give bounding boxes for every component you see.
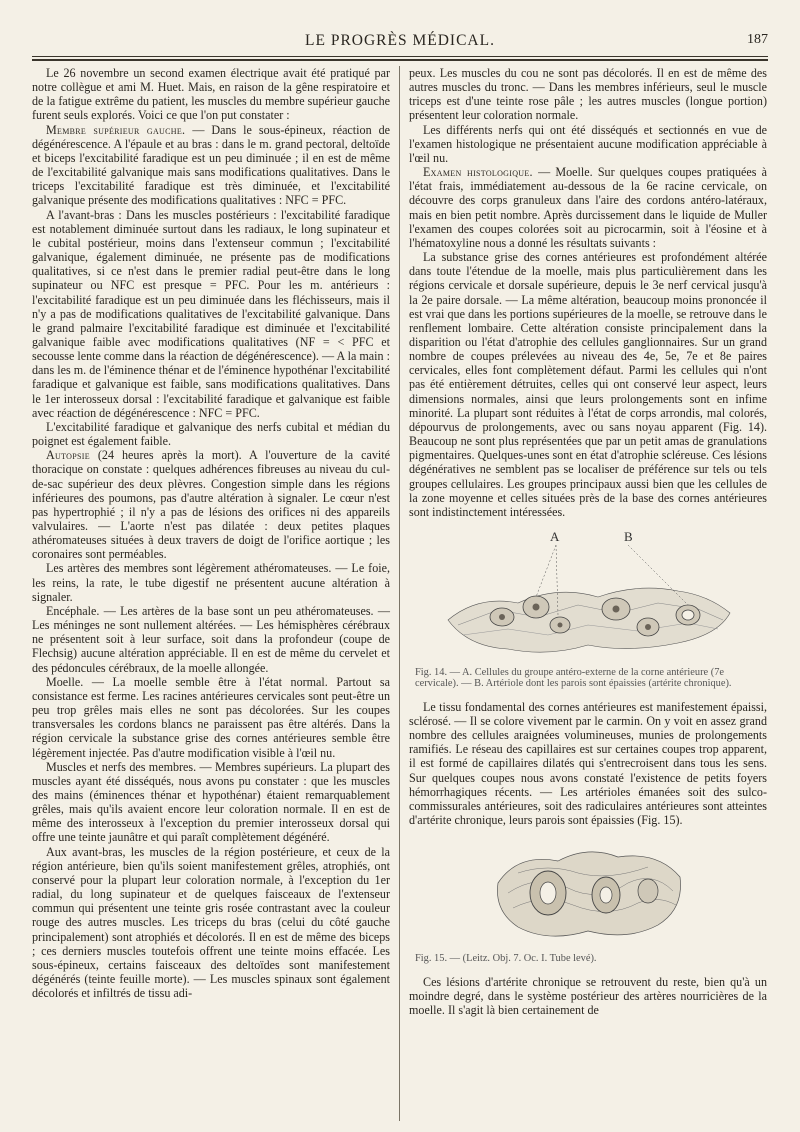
paragraph-text: (24 heures après la mort). A l'ouverture de la cavité thoracique on constate : quelques adhérences fibreuses au niveau du cul-de-sac supérieur des deux plèvres. Congestion simple dans les régions inférieures des poumons, pas d'autre altération à signaler. Le cœur n'est pas hypertrophié ; il n'y a pas de lésions des orifices ni des appareils valvulaires. — L'aorte n'est pas dilatée : deux petites plaques athéromateuses situées à deux travers de doigt de l'orifice aortique ; les coronaires sont perméables.: [32, 448, 390, 562]
paragraph-text: — Moelle. Sur quelques coupes pratiquées à l'état frais, immédiatement au-dessous de la 6e racine cervicale, on découvre des corps granuleux dans l'aire des cordons antéro-latéraux, mais en bien petit nombre. Après durcissement dans le liquide de Muller l'examen des coupes colorées soit au picrocarmin, soit à l'éosine et à l'hématoxyline nous a donné les résultats suivants :: [409, 165, 767, 250]
figure-label-a: A: [550, 529, 560, 544]
paragraph: Aux avant-bras, les muscles de la région postérieure, et ceux de la région antérieure, bien qu'ils soient manifestement grêles, atrophiés, ont conservé pour la plupart leur coloration normale, à l'exception du 1er radial, du long supinateur et de quelques faisceaux de l'extenseur commun qui présentent une teinte gris rosée contrastant avec la couleur rouge des autres muscles. Les triceps du bras (celui du côté gauche principalement) sont atrophiés et décolorés. Il en est de même des biceps ; ces derniers muscles toutefois offrent une teinte moins effacée. Les sous-épineux, certains faisceaux des deltoïdes sont manifestement dégénérés (teinte feuille morte). — Les muscles spinaux sont également décolorés et infiltrés de tissu adi-: [32, 844, 390, 1001]
paragraph: A l'avant-bras : Dans les muscles postérieurs : l'excitabilité faradique est notablement diminuée surtout dans les radiaux, le long supinateur et le cubital postérieur, moins dans l'extenseur commun ; l'excitabilité galvanique, également diminuée, ne présente pas de modifications qualitatives, si ce n'est dans le premier radial peut-être dans le long supinateur ou NFC est presque = PFC. Pour les m. antérieurs : l'excitabilité faradique est un peu diminuée dans les fléchisseurs, mais il n'y a pas de modifications qualitatives de l'excitabilité galvanique. Dans le grand palmaire l'excitabilité faradique est diminuée et l'excitabilité galvanique faible avec modifications qualitatives (NF = < PFC et secousse lente comme dans la réaction de dégénérescence). — A la main : dans les m. de l'éminence thénar et de l'éminence hypothénar l'excitabilité faradique et galvanique est faible, sans modifications qualitatives. Dans le 1er interosseux dorsal : l'excitabilité faradique et galvanique est faible avec réaction de dégénérescence : NFC = PFC.: [32, 207, 390, 420]
paragraph: Le tissu fondamental des cornes antérieures est manifestement épaissi, sclérosé. — Il se colore vivement par le carmin. On y voit en assez grand nombre des cellules araignées volumineuses, munies de prolongements ramifiés. Le réseau des capillaires est sur certaines coupes trop apparent, il est formé de capillaires dilatés qui s'entrecroisent dans tous les sens. Sur quelques coupes nous avons constaté l'existence de petits foyers hémorrhagiques récents. — Les artérioles émanées soit des sulco-commissurales antérieures, soit des radiculaires antérieures sont atteintes d'artérite chronique, leurs parois sont épaissies (Fig. 15).: [409, 699, 767, 828]
page-number: 187: [747, 32, 768, 47]
paragraph: Moelle. — La moelle semble être à l'état normal. Partout sa consistance est ferme. Les racines antérieures cervicales sont peut-être un peu trop grêles mais elles ne sont pas décolorées. Sur les coupes transversales les cordons blancs ne paraissent pas être altérés. Dans la région cervicale la substance grise des cornes antérieures semble être légèrement injectée. Pas d'autre modification visible à l'œil nu.: [32, 674, 390, 760]
figure-14: [409, 525, 767, 665]
paragraph-text: — Dans le sous-épineux, réaction de dégénérescence. A l'épaule et au bras : dans le m. grand pectoral, deltoïde et biceps l'excitabilité faradique est un peu diminuée ; il en est de même de l'excitabilité galvanique mais sans modifications qualitatives. Dans le triceps l'excitabilité faradique est très diminuée, et l'excitabilité galvanique présente des modifications qualitatives : NFC = PFC.: [32, 122, 390, 208]
header-rule-thick: [32, 59, 768, 61]
paragraph: Les artères des membres sont légèrement athéromateuses. — Le foie, les reins, la rate, le tube digestif ne présentent aucune altération à signaler.: [32, 561, 390, 604]
header-rule: [32, 56, 768, 57]
running-title: LE PROGRÈS MÉDICAL.: [305, 32, 495, 49]
histology-illustration-14: [438, 525, 738, 665]
paragraph: [32, 448, 390, 561]
section-heading: Membre supérieur gauche.: [46, 122, 186, 137]
paragraph: Le 26 novembre un second examen électrique avait été pratiqué par notre collègue et ami M. Huet. Mais, en raison de la gêne respiratoire et de la fatigue extrême du patient, les muscles du membre supérieur gauche furent seuls explorés. Voici ce que l'on put constater :: [32, 66, 390, 123]
paragraph: peux. Les muscles du cou ne sont pas décolorés. Il en est de même des autres muscles du tronc. — Dans les membres inférieurs, seul le muscle triceps est d'une teinte rose pâle ; les autres muscles (longue portion) présentent leur coloration normale.: [409, 66, 767, 123]
histology-illustration-15: [488, 833, 688, 951]
column-divider: [399, 66, 400, 1121]
paragraph: Ces lésions d'artérite chronique se retrouvent du reste, bien qu'à un moindre degré, dans le système postérieur des artères nourricières de la moelle. Il s'agit là bien certainement de: [409, 974, 767, 1017]
figure-label-b: B: [624, 529, 633, 544]
paragraph: [32, 123, 390, 208]
paragraph: Encéphale. — Les artères de la base sont un peu athéromateuses. — Les méninges ne sont nullement altérées. — Les hémisphères cérébraux ne présentent soit à leur surface, soit dans la profondeur (coupe de Flechsig) aucune altération appréciable. Il en est de même du cervelet et des pédoncules cérébraux, de la moelle allongée.: [32, 603, 390, 675]
figure-15-caption: Fig. 15. — (Leitz. Obj. 7. Oc. I. Tube levé).: [415, 953, 597, 965]
right-column: [409, 66, 767, 1017]
page-header: [32, 30, 768, 52]
paragraph: L'excitabilité faradique et galvanique des nerfs cubital et médian du poignet est également faible.: [32, 419, 390, 449]
section-heading: Examen histologique.: [423, 165, 533, 180]
figure-14-caption: Fig. 14. — A. Cellules du groupe antéro-externe de la corne antérieure (7e cervicale). — B. Artériole dont les parois sont épaissies (artérite chronique).: [415, 667, 732, 690]
paragraph: Les différents nerfs qui ont été disséqués et sectionnés en vue de l'examen histologique ne présentaient aucune modification appréciable à l'œil nu.: [409, 122, 767, 165]
section-heading: Autopsie: [46, 448, 90, 463]
figure-15: [409, 833, 767, 951]
paragraph: Muscles et nerfs des membres. — Membres supérieurs. La plupart des muscles ayant été disséqués, nous avons pu constater : que les muscles des mains (éminences thénar et hypothénar) étaient remarquablement grêles, mais qu'ils avaient encore leur coloration normale. Il en est de même des interosseux à l'exception du premier interosseux dorsal qui offre une teinte jaunâtre et qui paraît complètement dégénéré.: [32, 759, 390, 845]
left-column: [32, 66, 390, 1000]
paragraph: [409, 165, 767, 250]
paragraph: La substance grise des cornes antérieures est profondément altérée dans toute l'étendue de la moelle, mais plus particulièrement dans les régions cervicale et dorsale supérieure, depuis le 3e nerf cervical jusqu'à la 2e paire dorsale. — La même altération, beaucoup moins prononcée il est vrai que dans les portions supérieures de la moelle, se retrouve dans le renflement lombaire. Cette altération consiste principalement dans la disparition ou l'état d'atrophie des cellules ganglionnaires. Sur un grand nombre de coupes prélevées au niveau des 4e, 5e, 7e et 8e paires cervicales, elles font complètement défaut. Parmi les cellules qui n'ont pas été entièrement détruites, celles qui ont conservé leur aspect, leurs dimensions normales, ainsi que leurs prolongements sont en infime minorité. La plupart sont réduites à l'état de corps arrondis, mal colorés, dépourvus de prolongements, avec ou sans noyau apparent (Fig. 14). Beaucoup ne sont plus représentées que par un petit amas de granulations pigmentaires. Quelques-unes sont en état d'atrophie scléreuse. Ces lésions dégénératives ne semblent pas se localiser de préférence sur tels ou tels groupes cellulaires. Les groupes principaux aussi bien que les cellules de la zone moyenne et celles situées près de la base des cornes antérieures sont indistinctement intéressées.: [409, 250, 767, 519]
